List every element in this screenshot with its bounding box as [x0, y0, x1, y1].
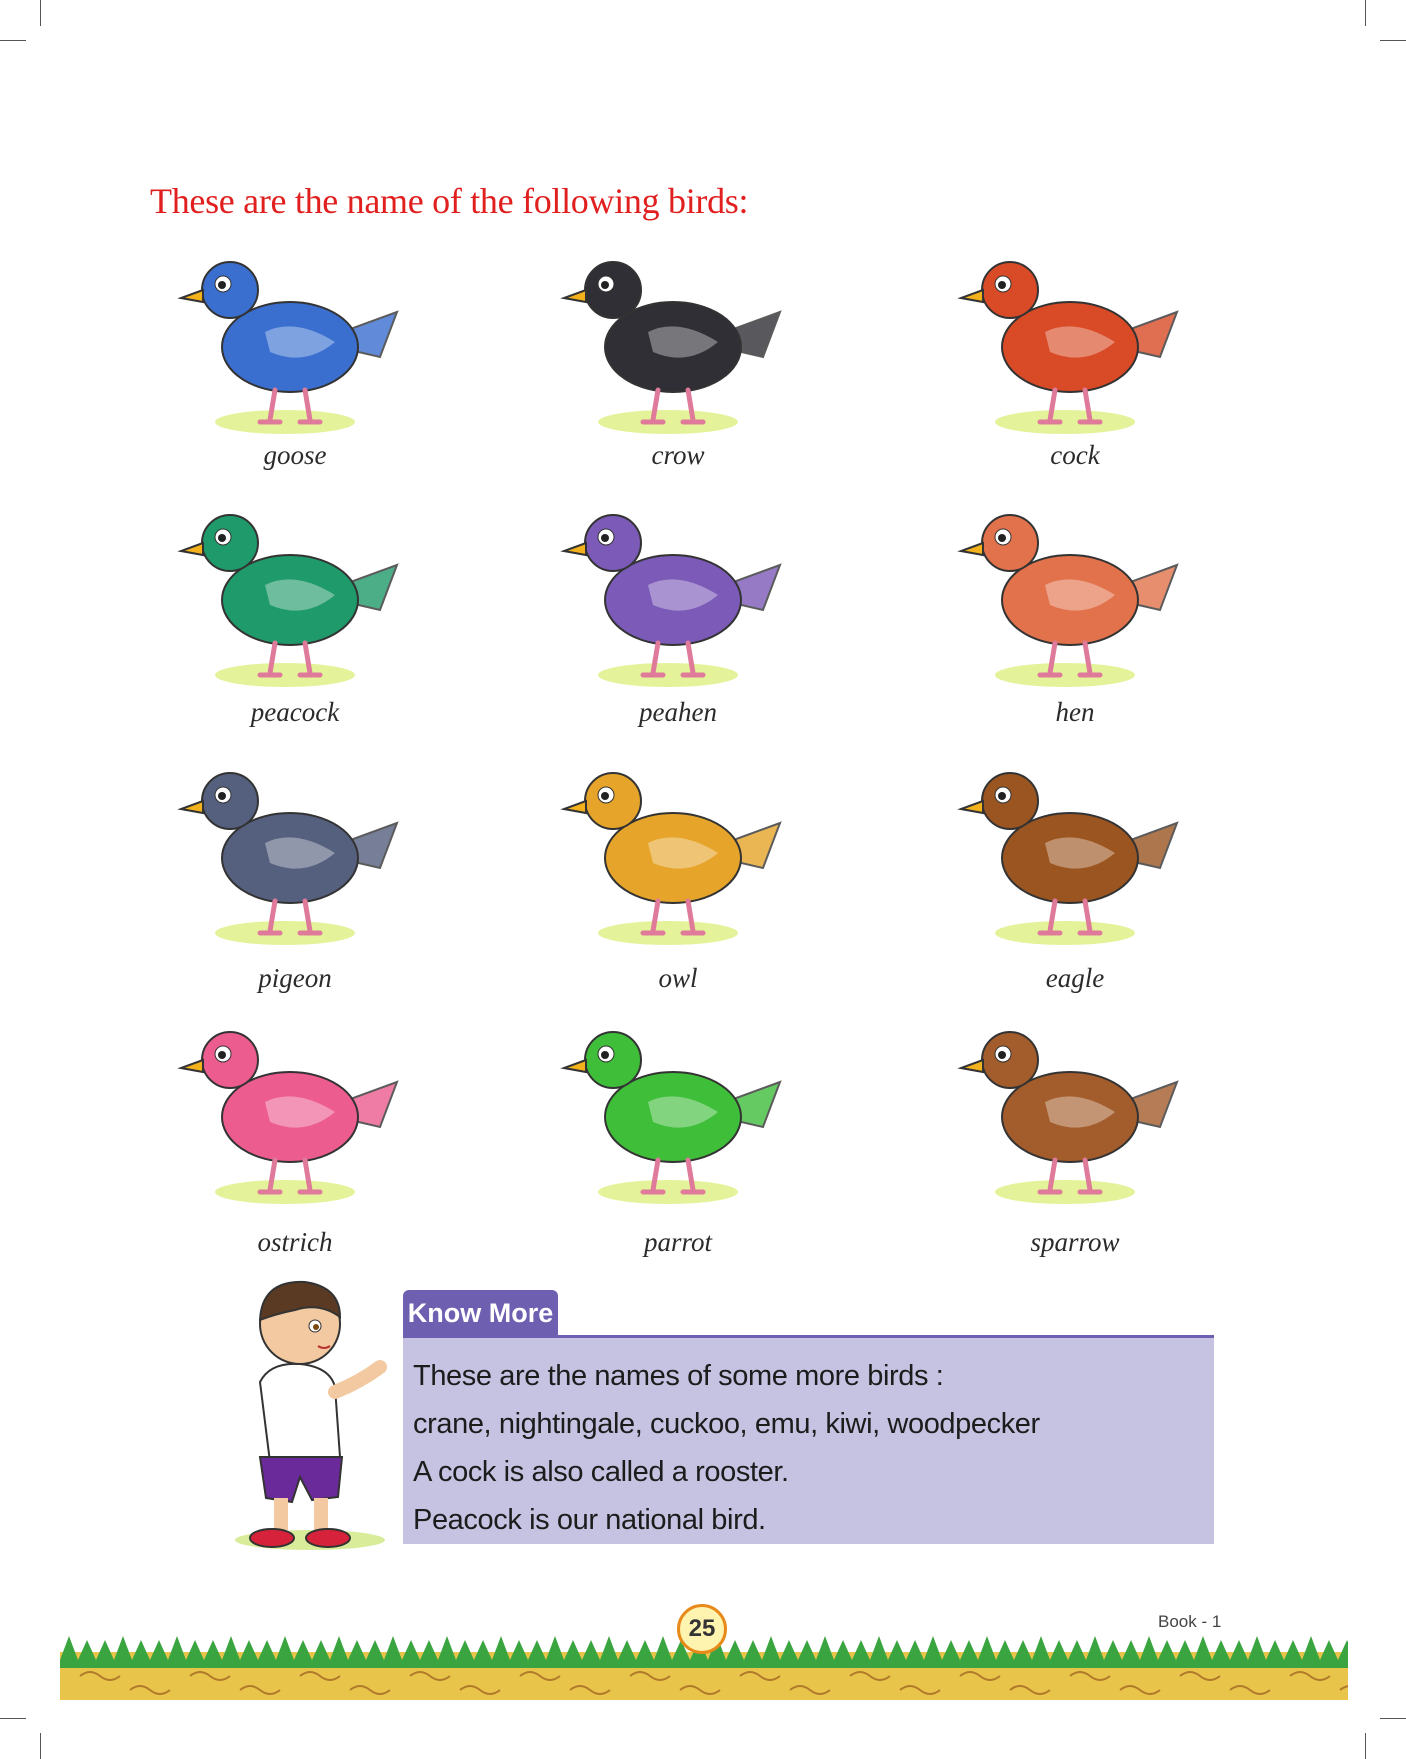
crop-mark — [0, 40, 26, 41]
bird-caption: peahen — [639, 697, 717, 727]
bird-caption: hen — [1055, 697, 1095, 727]
bird-card-parrot — [528, 1002, 828, 1257]
know-more-box — [403, 1338, 1214, 1544]
crop-mark — [1380, 1718, 1406, 1719]
crop-mark — [40, 1733, 41, 1759]
bird-illustration — [955, 743, 1195, 948]
bird-caption: ostrich — [257, 1227, 333, 1257]
bird-card-sparrow — [925, 1002, 1225, 1257]
book-label: Book - 1 — [1158, 1612, 1222, 1631]
bird-illustration — [558, 743, 798, 948]
bird-caption: owl — [658, 963, 698, 993]
bird-caption: peacock — [250, 697, 340, 727]
bird-illustration — [175, 1002, 415, 1207]
know-more-line: Peacock is our national bird. — [413, 1504, 766, 1536]
bird-illustration — [175, 743, 415, 948]
bird-illustration — [955, 1002, 1195, 1207]
crop-mark — [40, 0, 41, 26]
bird-card-peahen — [528, 485, 828, 735]
bird-illustration — [175, 485, 415, 690]
know-more-line: These are the names of some more birds : — [413, 1360, 944, 1392]
know-more-line: crane, nightingale, cuckoo, emu, kiwi, woodpecker — [413, 1408, 1040, 1440]
bird-illustration — [558, 1002, 798, 1207]
bird-card-hen — [925, 485, 1225, 735]
know-more-line: A cock is also called a rooster. — [413, 1456, 789, 1488]
bird-illustration — [175, 232, 415, 437]
bird-illustration — [955, 485, 1195, 690]
bird-illustration — [955, 232, 1195, 437]
bird-card-pigeon — [145, 743, 445, 993]
bird-card-goose — [145, 232, 445, 482]
bird-card-peacock — [145, 485, 445, 735]
crop-mark — [1380, 40, 1406, 41]
bird-caption: cock — [1050, 440, 1100, 470]
page-number: 25 — [677, 1604, 727, 1654]
page-heading: These are the name of the following birds: — [150, 181, 749, 221]
crop-mark — [1365, 1733, 1366, 1759]
bird-illustration — [558, 485, 798, 690]
bird-card-ostrich — [145, 1002, 445, 1257]
bird-caption: crow — [651, 440, 705, 470]
bird-card-eagle — [925, 743, 1225, 993]
boy-illustration — [200, 1262, 410, 1552]
bird-caption: sparrow — [1030, 1227, 1120, 1257]
bird-card-crow — [528, 232, 828, 482]
bird-caption: parrot — [643, 1227, 712, 1257]
bird-card-cock — [925, 232, 1225, 482]
bird-card-owl — [528, 743, 828, 993]
bird-caption: eagle — [1045, 963, 1105, 993]
bird-illustration — [558, 232, 798, 437]
crop-mark — [1365, 0, 1366, 26]
bird-caption: goose — [263, 440, 327, 470]
bird-caption: pigeon — [258, 963, 332, 993]
know-more-tab: Know More — [403, 1290, 558, 1336]
crop-mark — [0, 1718, 26, 1719]
